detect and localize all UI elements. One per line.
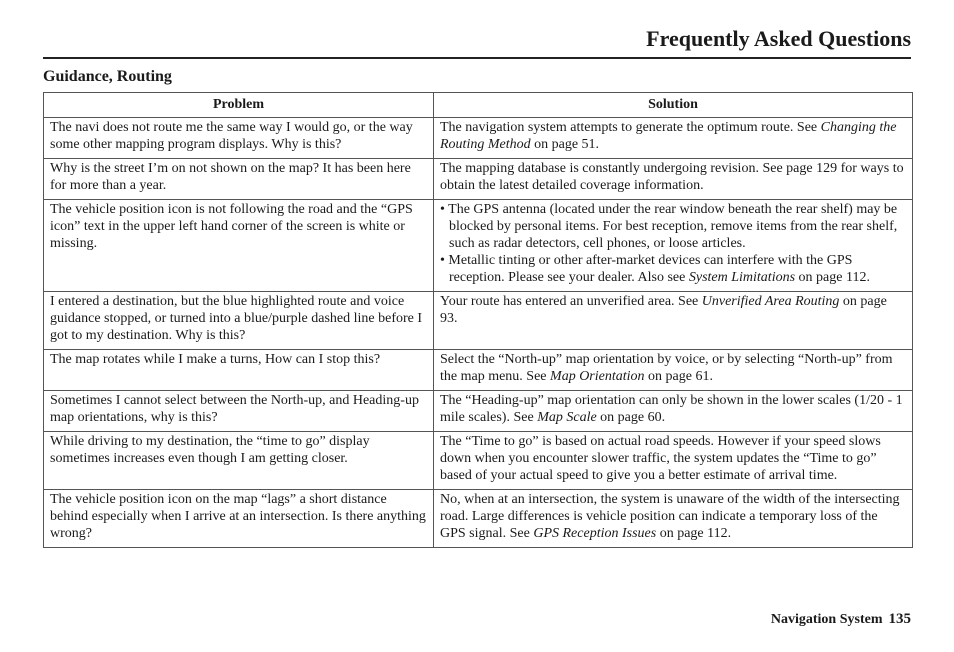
solution-text: on page 112. bbox=[656, 526, 732, 541]
solution-text: on page 112. bbox=[795, 270, 870, 285]
solution-cell bbox=[434, 490, 913, 548]
solution-text: No, when at an intersection, the system is unaware of the width of the intersecting road. Large differences is vehicle position can indicate a temporary loss of the GPS signal. See bbox=[440, 492, 900, 541]
table-row bbox=[44, 490, 913, 548]
problem-cell: Why is the street I’m on not shown on the map? It has been here for more than a year. bbox=[44, 159, 434, 200]
table-row bbox=[44, 200, 913, 292]
footer-label: Navigation System bbox=[770, 612, 883, 627]
page-footer bbox=[771, 611, 911, 628]
page-reference: Map Scale bbox=[537, 410, 597, 425]
section-title: Guidance, Routing bbox=[43, 68, 172, 85]
title-rule bbox=[43, 57, 911, 59]
list-item bbox=[440, 201, 906, 252]
table-row bbox=[44, 432, 913, 490]
page-reference: Map Orientation bbox=[550, 369, 645, 384]
solution-text: Select the “North-up” map orientation by voice, or by selecting “North-up” from the map menu. See bbox=[440, 352, 893, 384]
page-reference: Changing the Routing Method bbox=[440, 120, 897, 152]
solution-text: The navigation system attempts to generate the optimum route. See bbox=[440, 120, 821, 135]
solution-text: on page 61. bbox=[644, 369, 713, 384]
problem-cell: While driving to my destination, the “time to go” display sometimes increases even though I am getting closer. bbox=[44, 432, 434, 490]
solution-text: The “Heading-up” map orientation can only be shown in the lower scales (1/20 - 1 mile scales). See bbox=[440, 393, 903, 425]
solution-cell bbox=[434, 200, 913, 292]
table-row bbox=[44, 118, 913, 159]
problem-cell: The navi does not route me the same way I would go, or the way some other mapping program displays. Why is this? bbox=[44, 118, 434, 159]
problem-cell: The map rotates while I make a turns, How can I stop this? bbox=[44, 350, 434, 391]
column-header-solution: Solution bbox=[434, 93, 913, 118]
problem-cell: Sometimes I cannot select between the North-up, and Heading-up map orientations, why is this? bbox=[44, 391, 434, 432]
solution-text: • Metallic tinting or other after-market devices can interfere with the GPS reception. Please see your dealer. Also see bbox=[440, 253, 853, 285]
page-reference: System Limitations bbox=[688, 270, 796, 285]
page-title: Frequently Asked Questions bbox=[646, 26, 911, 51]
page-reference: GPS Reception Issues bbox=[533, 526, 657, 541]
problem-cell: The vehicle position icon on the map “lags” a short distance behind especially when I arrive at an intersection. Is there anything wrong? bbox=[44, 490, 434, 548]
solution-cell bbox=[434, 292, 913, 350]
solution-text: on page 51. bbox=[530, 137, 600, 152]
solution-text: on page 60. bbox=[596, 410, 666, 425]
solution-cell bbox=[434, 432, 913, 490]
problem-cell: The vehicle position icon is not following the road and the “GPS icon” text in the upper left hand corner of the screen is white or missing. bbox=[44, 200, 434, 292]
solution-cell bbox=[434, 118, 913, 159]
solution-text: • The GPS antenna (located under the rear window beneath the rear shelf) may be blocked by personal items. For best reception, remove items from the rear shelf, such as radar detectors, cell phones, or loose articles. bbox=[440, 202, 898, 251]
solution-text: The “Time to go” is based on actual road speeds. However if your speed slows down when you encounter slower traffic, the system updates the “Time to go” based of your actual speed to give you a better estimate of arrival time. bbox=[440, 434, 881, 483]
table-row bbox=[44, 159, 913, 200]
list-item bbox=[440, 252, 906, 286]
solution-text: on page 93. bbox=[440, 294, 887, 326]
problem-cell: I entered a destination, but the blue highlighted route and voice guidance stopped, or turned into a blue/purple dashed line before I got to my destination. Why is this? bbox=[44, 292, 434, 350]
solution-text: The mapping database is constantly undergoing revision. See page 129 for ways to obtain the latest detailed coverage information. bbox=[440, 161, 904, 193]
solution-cell bbox=[434, 350, 913, 391]
solution-cell bbox=[434, 391, 913, 432]
column-header-problem: Problem bbox=[44, 93, 434, 118]
solution-text: Your route has entered an unverified area. See bbox=[440, 294, 702, 309]
table-row bbox=[44, 292, 913, 350]
table-row bbox=[44, 391, 913, 432]
table-row bbox=[44, 350, 913, 391]
page-reference: Unverified Area Routing bbox=[701, 294, 840, 309]
page-number: 135 bbox=[888, 611, 911, 627]
solution-cell bbox=[434, 159, 913, 200]
solution-bullet-list bbox=[440, 201, 906, 286]
table-header-row bbox=[44, 93, 913, 118]
faq-table bbox=[43, 92, 913, 548]
